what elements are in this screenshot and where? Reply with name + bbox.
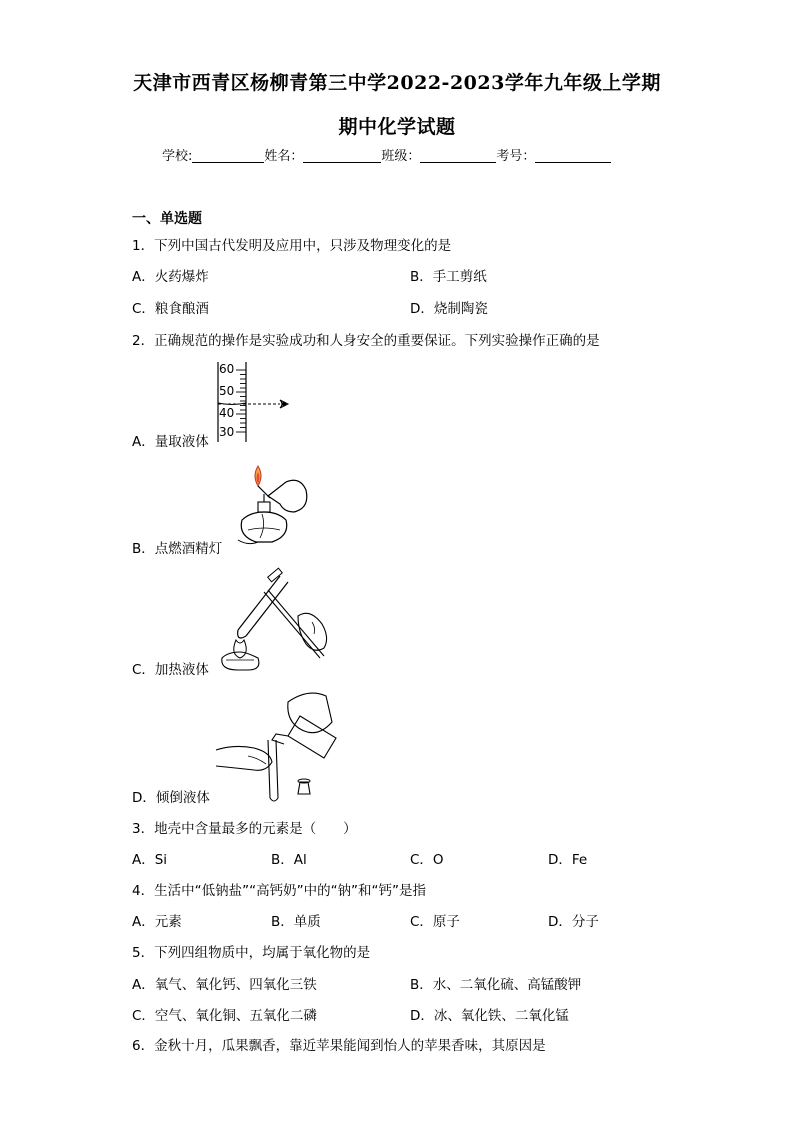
question-2-stem: 2．正确规范的操作是实验成功和人身安全的重要保证。下列实验操作正确的是 [132,333,600,349]
question-1-option-c: C．粮食酿酒 [132,301,209,317]
question-2-option-d: D．倾倒液体 [132,790,210,806]
heating-liquid-illustration [214,568,340,672]
class-blank [420,148,496,163]
pouring-liquid-illustration [214,686,346,804]
cylinder-tick-30: 30 [219,425,235,439]
question-5-stem: 5．下列四组物质中，均属于氧化物的是 [132,945,371,961]
cylinder-tick-60: 60 [219,362,235,376]
question-4-stem: 4．生活中“低钠盐”“高钙奶”中的“钠”和“钙”是指 [132,883,427,899]
question-3-stem: 3．地壳中含量最多的元素是（ ） [132,821,357,837]
question-2-option-a: A．量取液体 [132,434,209,450]
school-blank [192,148,264,163]
question-2-option-b: B．点燃酒精灯 [132,541,223,557]
name-label: 姓名： [264,149,304,164]
question-5-option-d: D．冰、氧化铁、二氧化锰 [410,1008,569,1024]
question-5-option-b: B．水、二氧化硫、高锰酸钾 [410,977,582,993]
question-3-option-b: B．Al [271,852,307,868]
question-1-option-b: B．手工剪纸 [410,269,487,285]
question-4-option-d: D．分子 [548,914,599,930]
school-label: 学校: [162,149,193,164]
exam-title-line2: 期中化学试题 [338,116,456,138]
question-6-stem: 6．金秋十月，瓜果飘香，靠近苹果能闻到怡人的苹果香味，其原因是 [132,1038,546,1054]
student-info-line [162,145,611,164]
question-3-option-c: C．O [410,852,444,868]
question-4-option-b: B．单质 [271,914,321,930]
question-3-option-d: D．Fe [548,852,588,868]
question-5-option-c: C．空气、氧化铜、五氧化二磷 [132,1008,317,1024]
id-blank [535,148,611,163]
class-label: 班级： [381,149,421,164]
question-5-option-a: A．氧气、氧化钙、四氧化三铁 [132,977,317,993]
id-label: 考号： [496,149,536,164]
alcohol-lamp-illustration [228,460,312,552]
exam-title-line1: 天津市西青区杨柳青第三中学2022-2023学年九年级上学期 [133,72,661,94]
question-4-option-a: A．元素 [132,914,182,930]
question-1-option-a: A．火药爆炸 [132,269,209,285]
question-1-stem: 1．下列中国古代发明及应用中，只涉及物理变化的是 [132,238,452,254]
question-3-option-a: A．Si [132,852,168,868]
question-1-option-d: D．烧制陶瓷 [410,301,488,317]
cylinder-tick-40: 40 [219,406,235,420]
cylinder-tick-50: 50 [219,384,235,398]
section-title: 一、单选题 [132,211,202,227]
name-blank [303,148,381,163]
question-4-option-c: C．原子 [410,914,460,930]
question-2-option-c: C．加热液体 [132,662,209,678]
